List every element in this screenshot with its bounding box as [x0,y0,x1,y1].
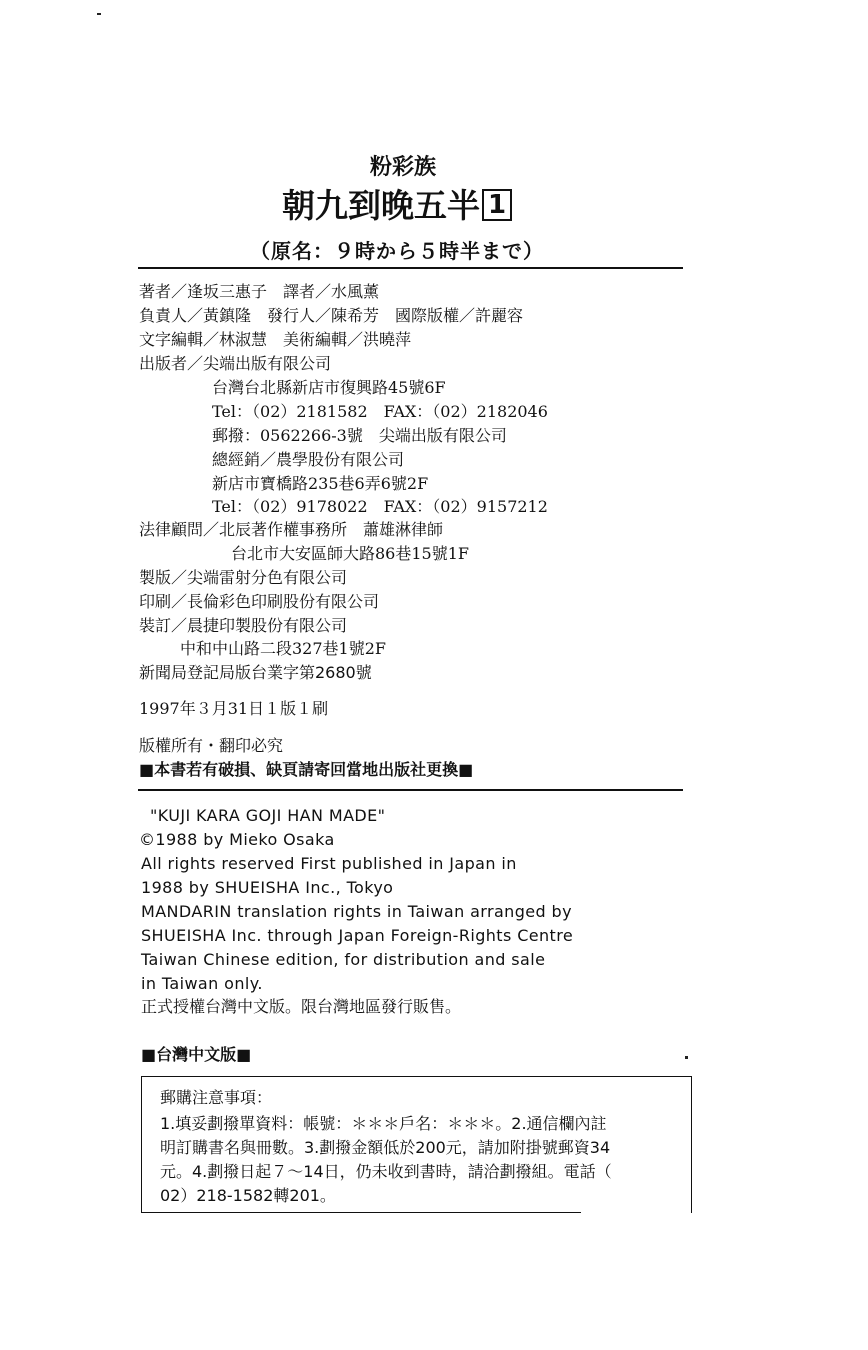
legal-advisor: 法律顧問／北辰著作權事務所 蕭雄淋律師 [139,520,444,539]
binding: 裝訂／晨捷印製股份有限公司 [139,616,348,635]
mail-order-box-bottom [141,1212,581,1213]
credit-editors: 文字編輯／林淑慧 美術編輯／洪曉萍 [139,330,412,349]
credit-managers: 負責人／黃鎮隆 發行人／陳希芳 國際版權／許麗容 [139,306,524,325]
distributor-address: 新店市寶橋路235巷6弄6號2F [212,474,429,493]
binding-address: 中和中山路二段327巷1號2F [180,639,387,658]
publisher-address: 台灣台北縣新店市復興路45號6F [212,378,446,397]
scan-speck [685,1056,688,1059]
original-title: （原名：９時から５時半まで） [250,239,544,263]
scan-speck [97,13,101,15]
english-line: in Taiwan only. [141,974,263,993]
mail-order-line: 1.填妥劃撥單資料：帳號：＊＊＊戶名：＊＊＊。2.通信欄內註 [160,1114,607,1133]
credit-authors: 著者／逢坂三惠子 譯者／水風薰 [139,282,380,301]
book-title-text: 朝九到晚五半 [282,186,480,225]
authorized-edition: 正式授權台灣中文版。限台灣地區發行販售。 [141,997,462,1016]
book-title [282,186,512,226]
printing: 印刷／長倫彩色印刷股份有限公司 [139,592,380,611]
distributor: 總經銷／農學股份有限公司 [212,450,405,469]
postal-account: 郵撥：0562266-3號 尖端出版有限公司 [212,426,507,445]
series-name: 粉彩族 [370,155,437,180]
middle-rule [138,789,683,791]
distributor-phone: Tel：（02）9178022 FAX：（02）9157212 [212,497,548,516]
english-line: MANDARIN translation rights in Taiwan arranged by [141,902,572,921]
credit-publisher: 出版者／尖端出版有限公司 [139,354,332,373]
english-line: 1988 by SHUEISHA Inc., Tokyo [141,878,394,897]
publisher-phone: Tel：（02）2181582 FAX：（02）2182046 [212,402,548,421]
english-copyright: ©1988 by Mieko Osaka [139,830,335,849]
copyright-notice: 版權所有・翻印必究 [139,736,284,755]
english-title: "KUJI KARA GOJI HAN MADE" [150,806,386,825]
mail-order-line: 02）218-1582轉201。 [160,1186,336,1205]
mail-order-line: 明訂購書名與冊數。3.劃撥金額低於200元，請加附掛號郵資34 [160,1138,611,1157]
damage-notice: ■本書若有破損、缺頁請寄回當地出版社更換■ [139,760,474,779]
volume-number: 1 [482,189,512,221]
legal-address: 台北市大安區師大路86巷15號1F [231,544,470,563]
registration-number: 新聞局登記局版台業字第2680號 [139,663,372,682]
edition-date: 1997年３月31日１版１刷 [139,699,329,718]
mail-order-line: 元。4.劃撥日起７～14日，仍未收到書時，請洽劃撥組。電話（ [160,1162,612,1181]
edition-label: ■台灣中文版■ [141,1045,252,1064]
plate-making: 製版／尖端雷射分色有限公司 [139,568,348,587]
english-line: All rights reserved First published in Japan in [141,854,517,873]
mail-order-heading: 郵購注意事項： [160,1088,273,1107]
english-line: SHUEISHA Inc. through Japan Foreign-Rights Centre [141,926,574,945]
top-rule [138,267,683,269]
english-line: Taiwan Chinese edition, for distribution and sale [141,950,546,969]
